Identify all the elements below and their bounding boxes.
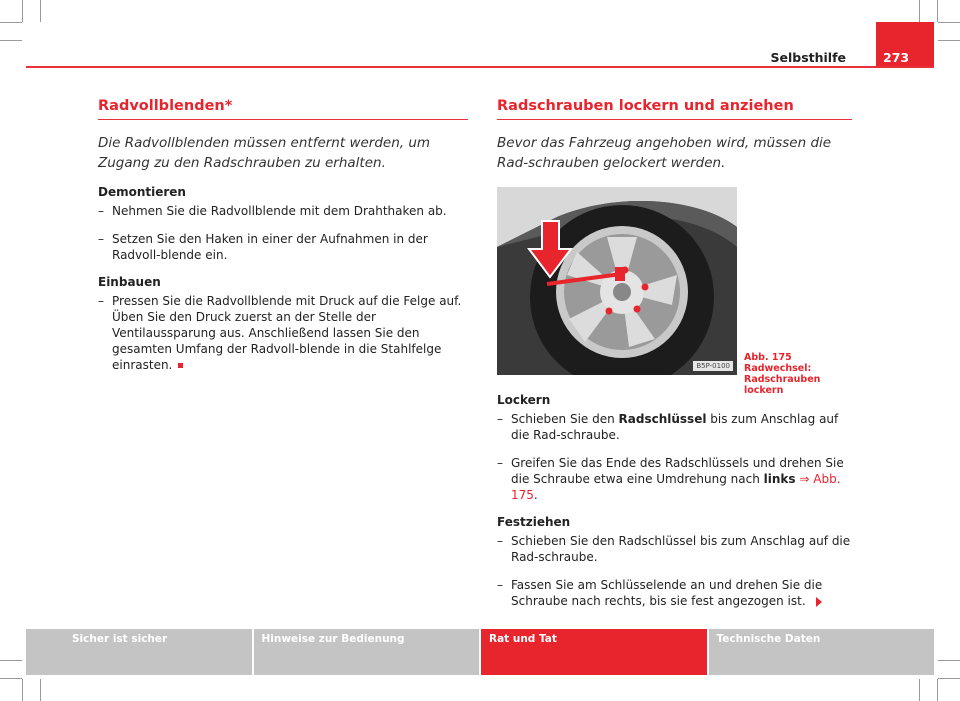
page-number-badge bbox=[876, 22, 934, 68]
continue-arrow-icon bbox=[816, 597, 822, 607]
step-text: Fassen Sie am Schlüsselende an und drehen Sie die Schraube nach rechts, bis sie fest angezogen ist. bbox=[511, 578, 823, 608]
figure-caption bbox=[744, 352, 854, 396]
crop-mark bbox=[0, 22, 22, 23]
crop-mark bbox=[919, 679, 920, 701]
figure-caption-line: Abb. 175 Radwechsel: bbox=[744, 352, 812, 374]
crop-mark bbox=[40, 0, 41, 22]
wheel-illustration bbox=[497, 187, 737, 375]
figure-wheel bbox=[497, 187, 821, 396]
step-text: Nehmen Sie die Radvollblende mit dem Drahthaken ab. bbox=[112, 204, 447, 218]
tab-rat-und-tat[interactable] bbox=[481, 629, 707, 675]
header-rule bbox=[26, 66, 934, 68]
figure-reference-link[interactable]: ⇒ Abb. 175 bbox=[511, 472, 841, 502]
figure-caption-line: Radschrauben lockern bbox=[744, 374, 821, 396]
subhead-lockern: Lockern bbox=[497, 393, 551, 407]
crop-mark bbox=[938, 660, 960, 661]
crop-mark bbox=[937, 0, 938, 22]
step: – Pressen Sie die Radvollblende mit Druck auf die Felge auf. Üben Sie den Druck zuerst an der Stelle der Ventilaussparung aus. Anschließend lassen Sie den gesamten Umfang der Radvoll-blende in die Stahlfelge einrasten. bbox=[98, 294, 462, 372]
crop-mark bbox=[40, 679, 41, 701]
step: – Schieben Sie den Radschlüssel bis zum Anschlag auf die Rad-schraube. bbox=[497, 534, 851, 564]
crop-mark bbox=[0, 678, 22, 679]
left-heading: Radvollblenden* bbox=[98, 98, 468, 120]
subhead-einbauen: Einbauen bbox=[98, 275, 161, 289]
step-text: Schieben Sie den Radschlüssel bis zum Anschlag auf die Rad-schraube. bbox=[511, 534, 851, 564]
section-title: Selbsthilfe bbox=[770, 50, 846, 65]
step: – Fassen Sie am Schlüsselende an und drehen Sie die Schraube nach rechts, bis sie fest angezogen ist. bbox=[497, 578, 823, 608]
crop-mark bbox=[0, 40, 22, 41]
step-text: Setzen Sie den Haken in einer der Aufnahmen in der Radvoll-blende ein. bbox=[112, 232, 428, 262]
right-lead: Bevor das Fahrzeug angehoben wird, müssen die Rad-schrauben gelockert werden. bbox=[497, 135, 832, 171]
chapter-tabs bbox=[26, 629, 934, 675]
tab-label: Hinweise zur Bedienung bbox=[261, 633, 405, 645]
tab-label: Rat und Tat bbox=[489, 633, 557, 645]
tab-sicher-ist-sicher[interactable] bbox=[26, 629, 252, 675]
step: – Schieben Sie den Radschlüssel bis zum Anschlag auf die Rad-schraube. bbox=[497, 412, 839, 442]
step: – Setzen Sie den Haken in einer der Aufnahmen in der Radvoll-blende ein. bbox=[98, 232, 428, 262]
figure-code: B5P-0100 bbox=[693, 361, 733, 371]
left-lead: Die Radvollblenden müssen entfernt werden, um Zugang zu den Radschrauben zu erhalten. bbox=[98, 135, 431, 171]
tab-hinweise-zur-bedienung[interactable] bbox=[254, 629, 480, 675]
tab-label: Sicher ist sicher bbox=[72, 633, 168, 645]
crop-mark bbox=[22, 679, 23, 701]
page-number: 273 bbox=[883, 50, 910, 65]
crop-mark bbox=[938, 678, 960, 679]
crop-mark bbox=[919, 0, 920, 22]
crop-mark bbox=[22, 0, 23, 22]
subhead-festziehen: Festziehen bbox=[497, 515, 571, 529]
step: – Nehmen Sie die Radvollblende mit dem Drahthaken ab. bbox=[98, 204, 447, 218]
crop-mark bbox=[938, 22, 960, 23]
tab-technische-daten[interactable] bbox=[709, 629, 935, 675]
right-column bbox=[497, 98, 852, 621]
tab-label: Technische Daten bbox=[716, 633, 821, 645]
crop-mark bbox=[937, 679, 938, 701]
crop-mark bbox=[938, 40, 960, 41]
right-heading: Radschrauben lockern und anziehen bbox=[497, 98, 852, 120]
crop-mark bbox=[0, 660, 22, 661]
section-end-icon bbox=[178, 363, 183, 368]
step-text: Schieben Sie den Radschlüssel bis zum Anschlag auf die Rad-schraube. bbox=[511, 412, 839, 442]
step-text: Pressen Sie die Radvollblende mit Druck auf die Felge auf. Üben Sie den Druck zuerst an der Stelle der Ventilaussparung aus. Anschließend lassen Sie den gesamten Umfang der Radvoll-blende in die Stahlfelge einrasten. bbox=[112, 294, 462, 372]
subhead-demontieren: Demontieren bbox=[98, 185, 186, 199]
step: – Greifen Sie das Ende des Radschlüssels und drehen Sie die Schraube etwa eine Umdrehung nach links ⇒ Abb. 175. bbox=[497, 456, 844, 502]
step-text: Greifen Sie das Ende des Radschlüssels und drehen Sie die Schraube etwa eine Umdrehung nach links ⇒ Abb. 175. bbox=[511, 456, 844, 502]
left-column bbox=[98, 98, 468, 385]
